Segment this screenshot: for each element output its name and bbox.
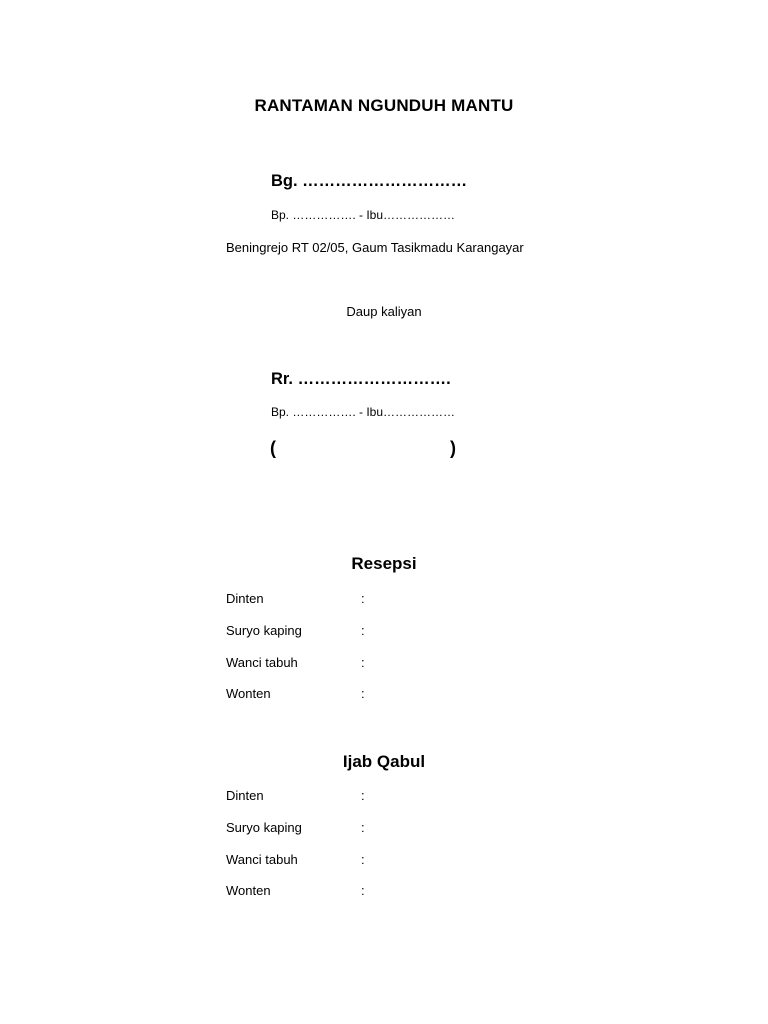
resepsi-row-colon: : xyxy=(361,686,365,701)
resepsi-row-colon: : xyxy=(361,623,365,638)
resepsi-row-label: Wonten xyxy=(226,686,271,701)
ijab-row-label: Suryo kaping xyxy=(226,820,302,835)
bride-name: Rr. ………………………. xyxy=(271,370,451,388)
groom-name: Bg. ………………………… xyxy=(271,172,468,190)
ijab-row-colon: : xyxy=(361,883,365,898)
bride-paren-close: ) xyxy=(450,438,456,458)
resepsi-row-label: Suryo kaping xyxy=(226,623,302,638)
ijab-title: Ijab Qabul xyxy=(342,752,426,771)
resepsi-row-label: Wanci tabuh xyxy=(226,655,298,670)
ijab-row-colon: : xyxy=(361,820,365,835)
connector-text: Daup kaliyan xyxy=(346,304,422,319)
ijab-row-label: Wonten xyxy=(226,883,271,898)
resepsi-row-colon: : xyxy=(361,655,365,670)
resepsi-row-label: Dinten xyxy=(226,591,264,606)
groom-parents: Bp. ……………. - Ibu……………… xyxy=(271,208,456,222)
ijab-row-colon: : xyxy=(361,788,365,803)
ijab-row-colon: : xyxy=(361,852,365,867)
bride-parents: Bp. ……………. - Ibu……………… xyxy=(271,405,456,419)
resepsi-row-colon: : xyxy=(361,591,365,606)
ijab-row-label: Dinten xyxy=(226,788,264,803)
ijab-row-label: Wanci tabuh xyxy=(226,852,298,867)
bride-paren-open: ( xyxy=(270,438,276,458)
document-title: RANTAMAN NGUNDUH MANTU xyxy=(254,96,514,115)
resepsi-title: Resepsi xyxy=(351,554,417,573)
groom-address: Beningrejo RT 02/05, Gaum Tasikmadu Karangayar xyxy=(226,240,524,255)
